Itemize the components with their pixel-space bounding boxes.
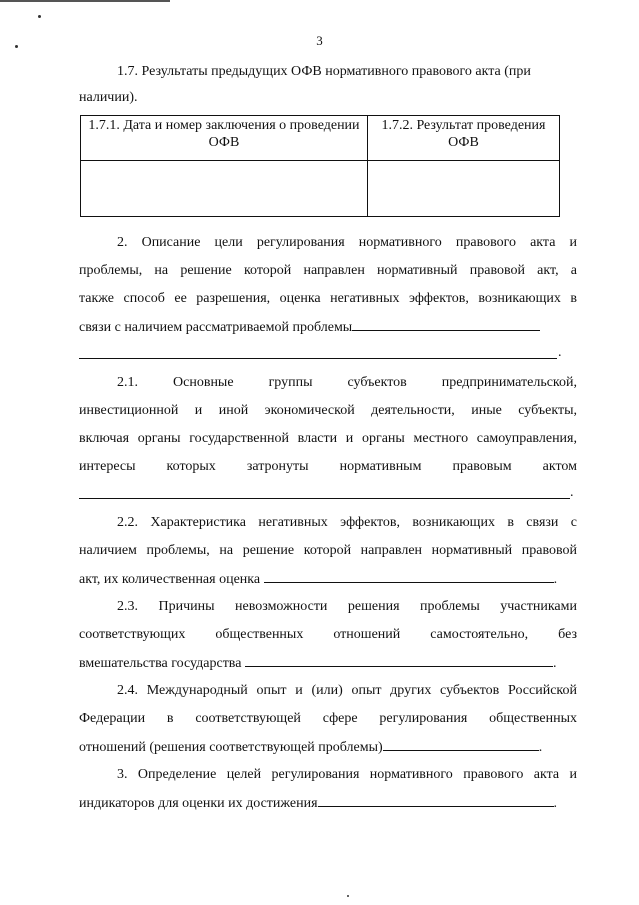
scan-speck <box>347 895 349 897</box>
section-2-1-line5-end: . <box>570 485 574 500</box>
fill-in-line[interactable] <box>79 498 570 499</box>
section-2-line3: также способ ее разрешения, оценка негативных эффектов, возникающих в <box>79 291 577 306</box>
table-cell-empty[interactable] <box>81 161 368 217</box>
section-2-line4 <box>79 318 540 337</box>
section-2-4-line3-end: . <box>538 740 543 755</box>
section-2-2-line3-end: . <box>553 572 558 587</box>
section-2-1-line2: инвестиционной и иной экономической деятельности, иные субъекты, <box>79 403 577 418</box>
section-1-7-title-line1: 1.7. Результаты предыдущих ОФВ нормативного правового акта (при <box>117 64 531 79</box>
section-2-1-line4: интересы которых затронуты нормативным правовым актом <box>79 459 577 474</box>
section-2-2-line1: 2.2. Характеристика негативных эффектов, возникающих в связи с <box>117 515 577 530</box>
section-2-3-line2: соответствующих общественных отношений самостоятельно, без <box>79 627 577 642</box>
section-2-line4-text: связи с наличием рассматриваемой проблемы <box>79 320 353 335</box>
section-3-line2 <box>79 794 557 813</box>
section-2-1-line1: 2.1. Основные группы субъектов предпринимательской, <box>117 375 577 390</box>
ofv-results-table <box>80 115 560 217</box>
section-2-4-line1: 2.4. Международный опыт и (или) опыт других субъектов Российской <box>117 683 577 698</box>
fill-in-line[interactable] <box>79 358 557 359</box>
fill-in-line[interactable] <box>245 654 553 667</box>
section-3-line1: 3. Определение целей регулирования нормативного правового акта и <box>117 767 577 782</box>
section-2-2-line3-text: акт, их количественная оценка <box>79 572 261 587</box>
section-2-4-line3-text: отношений (решения соответствующей проблемы) <box>79 740 383 755</box>
section-2-3-line3 <box>79 654 556 673</box>
section-2-4-line3 <box>79 738 542 757</box>
scan-speck <box>38 15 41 18</box>
section-1-7-title-line2: наличии). <box>79 90 138 105</box>
section-2-4-line2: Федерации в соответствующей сфере регулирования общественных <box>79 711 577 726</box>
section-2-2-line3 <box>79 570 557 589</box>
section-3-line2-end: . <box>553 796 558 811</box>
section-2-3-line1: 2.3. Причины невозможности решения проблемы участниками <box>117 599 577 614</box>
section-2-3-line3-end: . <box>552 656 557 671</box>
section-2-2-line2: наличием проблемы, на решение которой направлен нормативный правовой <box>79 543 577 558</box>
table-cell-empty[interactable] <box>367 161 559 217</box>
fill-in-line[interactable] <box>352 318 540 331</box>
section-2-line5-end: . <box>558 345 562 360</box>
fill-in-line[interactable] <box>264 570 554 583</box>
section-2-1-line3: включая органы государственной власти и органы местного самоуправления, <box>79 431 577 446</box>
page-number: 3 <box>316 33 323 48</box>
section-2-3-line3-text: вмешательства государства <box>79 656 242 671</box>
section-2-line1: 2. Описание цели регулирования нормативного правового акта и <box>117 235 577 250</box>
scan-artifact-line <box>0 0 170 2</box>
section-3-line2-text: индикаторов для оценки их достижения <box>79 796 318 811</box>
fill-in-line[interactable] <box>383 738 539 751</box>
section-2-line2: проблемы, на решение которой направлен нормативный правовой акт, а <box>79 263 577 278</box>
fill-in-line[interactable] <box>318 794 554 807</box>
table-header-date-number: 1.7.1. Дата и номер заключения о проведении ОФВ <box>81 116 368 161</box>
table-header-result: 1.7.2. Результат проведения ОФВ <box>367 116 559 161</box>
